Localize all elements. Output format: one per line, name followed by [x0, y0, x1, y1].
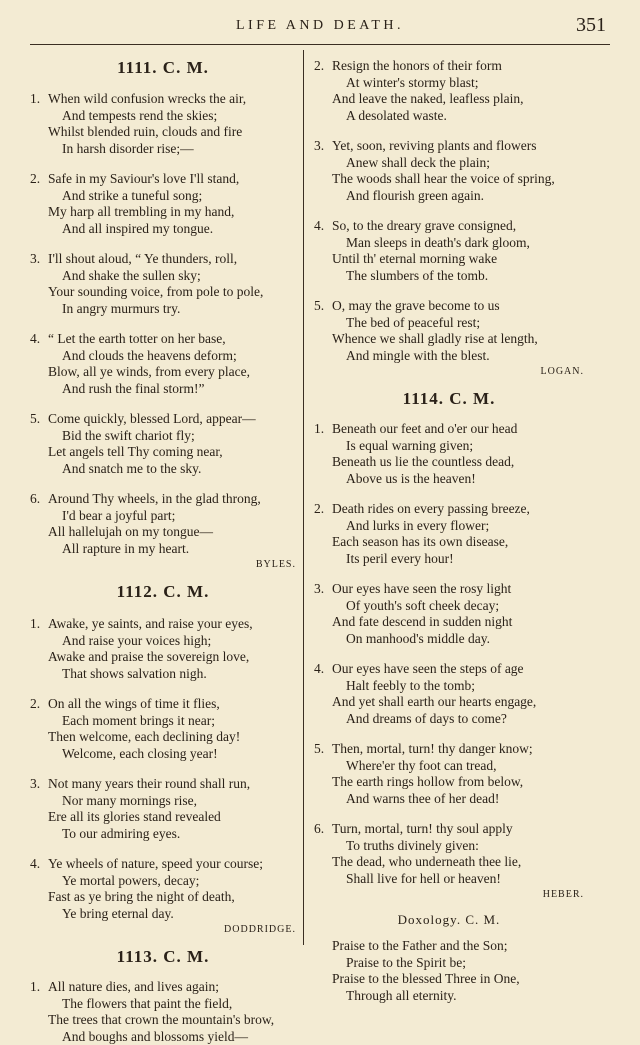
verse	[30, 696, 296, 762]
hymn-author: LOGAN.	[314, 366, 584, 377]
verse-line: And all inspired my tongue.	[30, 221, 296, 238]
verse-line: All rapture in my heart.	[30, 541, 296, 558]
verse-line: Until th' eternal morning wake	[314, 251, 584, 268]
verse-number: 6.	[30, 491, 48, 508]
verse-line: And mingle with the blest.	[314, 348, 584, 365]
verse-line: A desolated waste.	[314, 108, 584, 125]
verse-line: On all the wings of time it flies,	[48, 696, 220, 711]
verse-line: The flowers that paint the field,	[30, 996, 296, 1013]
verse	[314, 741, 584, 807]
verse-line: Is equal warning given;	[314, 438, 584, 455]
verse-line: The slumbers of the tomb.	[314, 268, 584, 285]
verse-line: Whilst blended ruin, clouds and fire	[30, 124, 296, 141]
verse-number: 2.	[30, 696, 48, 713]
verse-line: And tempests rend the skies;	[30, 108, 296, 125]
verse-line: In harsh disorder rise;—	[30, 141, 296, 158]
verse-line: Awake, ye saints, and raise your eyes,	[48, 616, 253, 631]
verse-line: Our eyes have seen the rosy light	[332, 581, 511, 596]
verse-line: Yet, soon, reviving plants and flowers	[332, 138, 536, 153]
verse-line: Man sleeps in death's dark gloom,	[314, 235, 584, 252]
verse	[30, 91, 296, 157]
verse-line: Blow, all ye winds, from every place,	[30, 364, 296, 381]
verse-number: 1.	[30, 979, 48, 996]
verse	[314, 58, 584, 124]
verse-line: Ye wheels of nature, speed your course;	[48, 856, 263, 871]
verse-line: The earth rings hollow from below,	[314, 774, 584, 791]
verse-number: 1.	[30, 91, 48, 108]
verse-number: 4.	[30, 331, 48, 348]
verse	[30, 491, 296, 557]
verse-line: Ye bring eternal day.	[30, 906, 296, 923]
verse-line: Above us is the heaven!	[314, 471, 584, 488]
verse-line: Beneath our feet and o'er our head	[332, 421, 517, 436]
verse-line: Then, mortal, turn! thy danger know;	[332, 741, 533, 756]
verse-line: And boughs and blossoms yield—	[30, 1029, 296, 1045]
verse-line: At winter's stormy blast;	[314, 75, 584, 92]
verse-line: To our admiring eyes.	[30, 826, 296, 843]
verse-line: The bed of peaceful rest;	[314, 315, 584, 332]
doxology-verse	[314, 938, 584, 1004]
verse-line: Halt feebly to the tomb;	[314, 678, 584, 695]
page-header	[30, 16, 610, 40]
verse-line: Safe in my Saviour's love I'll stand,	[48, 171, 239, 186]
verse-line: All nature dies, and lives again;	[48, 979, 219, 994]
hymn-author: HEBER.	[314, 889, 584, 900]
verse-line: And flourish green again.	[314, 188, 584, 205]
verse-line: Praise to the Father and the Son;	[314, 938, 584, 955]
verse-line: Shall live for hell or heaven!	[314, 871, 584, 888]
verse-line: I'll shout aloud, “ Ye thunders, roll,	[48, 251, 237, 266]
verse-line: Praise to the blessed Three in One,	[314, 971, 584, 988]
verse	[30, 251, 296, 317]
verse-line: Around Thy wheels, in the glad throng,	[48, 491, 261, 506]
verse	[314, 821, 584, 887]
verse-line: Praise to the Spirit be;	[314, 955, 584, 972]
page-number: 351	[576, 14, 606, 37]
verse-line: And strike a tuneful song;	[30, 188, 296, 205]
verse-line: Awake and praise the sovereign love,	[30, 649, 296, 666]
hymn-title-1111: 1111. C. M.	[30, 56, 296, 80]
verse-line: The trees that crown the mountain's brow,	[30, 1012, 296, 1029]
verse-line: The dead, who underneath thee lie,	[314, 854, 584, 871]
running-title: LIFE AND DEATH.	[30, 18, 610, 34]
verse	[30, 331, 296, 397]
verse-number: 5.	[314, 741, 332, 758]
verse-line: Then welcome, each declining day!	[30, 729, 296, 746]
verse-line: Ye mortal powers, decay;	[30, 873, 296, 890]
verse-line: Beneath us lie the countless dead,	[314, 454, 584, 471]
verse-number: 3.	[314, 138, 332, 155]
verse-line: And snatch me to the sky.	[30, 461, 296, 478]
verse	[30, 616, 296, 682]
hymn-author: DODDRIDGE.	[30, 924, 296, 935]
verse-line: Your sounding voice, from pole to pole,	[30, 284, 296, 301]
verse	[314, 218, 584, 284]
left-column	[30, 52, 296, 953]
verse	[30, 979, 296, 1045]
verse-line: Each moment brings it near;	[30, 713, 296, 730]
verse-line: And shake the sullen sky;	[30, 268, 296, 285]
verse-number: 3.	[30, 776, 48, 793]
hymn-title-1114: 1114. C. M.	[314, 387, 584, 411]
verse-line: And leave the naked, leafless plain,	[314, 91, 584, 108]
verse	[314, 501, 584, 567]
verse-line: Let angels tell Thy coming near,	[30, 444, 296, 461]
verse-number: 2.	[314, 58, 332, 75]
verse-line: When wild confusion wrecks the air,	[48, 91, 246, 106]
verse-line: Bid the swift chariot fly;	[30, 428, 296, 445]
verse-line: Each season has its own disease,	[314, 534, 584, 551]
verse	[30, 856, 296, 922]
verse	[30, 411, 296, 477]
right-column	[314, 52, 584, 953]
verse-line: I'd bear a joyful part;	[30, 508, 296, 525]
hymn-author: BYLES.	[30, 559, 296, 570]
verse-number: 5.	[30, 411, 48, 428]
hymn-title-1113: 1113. C. M.	[30, 945, 296, 969]
verse	[30, 171, 296, 237]
verse-line: To truths divinely given:	[314, 838, 584, 855]
verse-line: And warns thee of her dead!	[314, 791, 584, 808]
verse-line: And yet shall earth our hearts engage,	[314, 694, 584, 711]
verse-number: 3.	[314, 581, 332, 598]
verse-line: Ere all its glories stand revealed	[30, 809, 296, 826]
verse-line: Of youth's soft cheek decay;	[314, 598, 584, 615]
verse	[314, 138, 584, 204]
verse-number: 2.	[314, 501, 332, 518]
verse-line: Resign the honors of their form	[332, 58, 502, 73]
verse-line: And rush the final storm!”	[30, 381, 296, 398]
verse-line: And clouds the heavens deform;	[30, 348, 296, 365]
verse-line: Come quickly, blessed Lord, appear—	[48, 411, 256, 426]
verse-line: In angry murmurs try.	[30, 301, 296, 318]
verse	[314, 298, 584, 364]
column-divider	[303, 50, 304, 945]
verse-number: 1.	[30, 616, 48, 633]
verse-line: And dreams of days to come?	[314, 711, 584, 728]
verse-line: All hallelujah on my tongue—	[30, 524, 296, 541]
verse-line: And lurks in every flower;	[314, 518, 584, 535]
verse-line: So, to the dreary grave consigned,	[332, 218, 516, 233]
verse-line: Not many years their round shall run,	[48, 776, 250, 791]
verse	[314, 581, 584, 647]
verse-line: O, may the grave become to us	[332, 298, 500, 313]
verse-line: Nor many mornings rise,	[30, 793, 296, 810]
verse-number: 4.	[30, 856, 48, 873]
verse-line: My harp all trembling in my hand,	[30, 204, 296, 221]
verse-line: Our eyes have seen the steps of age	[332, 661, 524, 676]
hymn-title-1112: 1112. C. M.	[30, 580, 296, 604]
verse	[314, 661, 584, 727]
verse-number: 3.	[30, 251, 48, 268]
verse-line: “ Let the earth totter on her base,	[48, 331, 226, 346]
verse-line: Its peril every hour!	[314, 551, 584, 568]
verse	[30, 776, 296, 842]
verse-number: 4.	[314, 218, 332, 235]
verse-number: 6.	[314, 821, 332, 838]
verse-number: 5.	[314, 298, 332, 315]
verse-line: That shows salvation nigh.	[30, 666, 296, 683]
header-rule	[30, 44, 610, 45]
verse-line: Through all eternity.	[314, 988, 584, 1005]
verse-line: Welcome, each closing year!	[30, 746, 296, 763]
verse-line: On manhood's middle day.	[314, 631, 584, 648]
verse-line: Anew shall deck the plain;	[314, 155, 584, 172]
verse-number: 2.	[30, 171, 48, 188]
verse-line: And fate descend in sudden night	[314, 614, 584, 631]
verse-number: 4.	[314, 661, 332, 678]
verse-line: Where'er thy foot can tread,	[314, 758, 584, 775]
verse	[314, 421, 584, 487]
verse-number: 1.	[314, 421, 332, 438]
verse-line: Death rides on every passing breeze,	[332, 501, 530, 516]
verse-line: Whence we shall gladly rise at length,	[314, 331, 584, 348]
verse-line: The woods shall hear the voice of spring,	[314, 171, 584, 188]
verse-line: Turn, mortal, turn! thy soul apply	[332, 821, 513, 836]
verse-line: Fast as ye bring the night of death,	[30, 889, 296, 906]
doxology-title: Doxology. C. M.	[314, 910, 584, 930]
verse-line: And raise your voices high;	[30, 633, 296, 650]
